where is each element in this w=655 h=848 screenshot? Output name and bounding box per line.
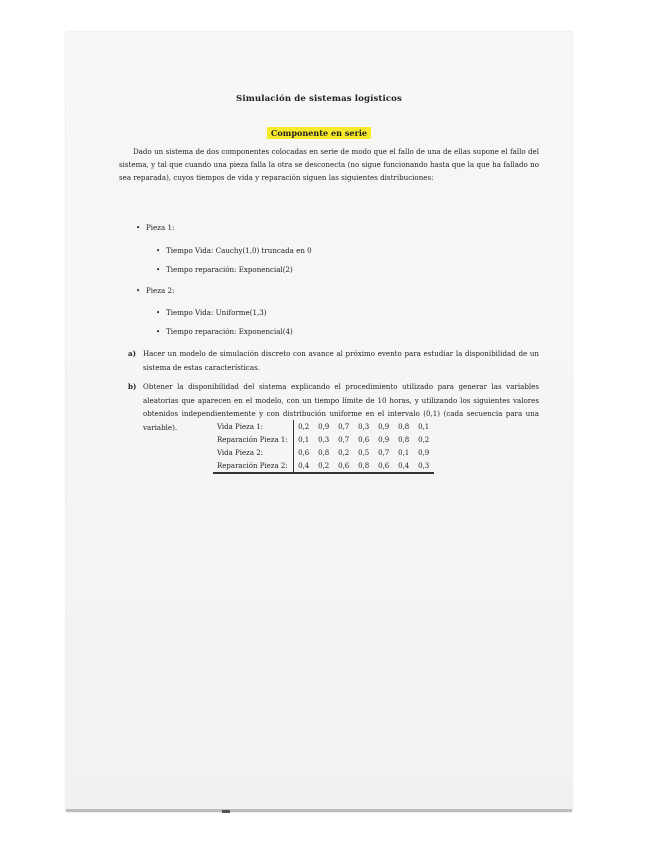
table-cell: 0,7: [338, 422, 350, 431]
table-cell: 0,9: [318, 422, 330, 431]
section-subtitle: [66, 121, 572, 140]
table-cell: 0,2: [298, 422, 310, 431]
question-b-label: b): [128, 382, 137, 391]
page-title: Simulación de sistemas logísticos: [236, 94, 402, 104]
table-row: [213, 433, 434, 446]
row-label: Reparación Pieza 2:: [213, 459, 293, 473]
table-cell: 0,3: [414, 459, 434, 473]
table-cell: 0,6: [298, 448, 310, 457]
piece-2-repair-text: Tiempo reparación: Exponencial(4): [166, 327, 293, 336]
table-row: [213, 420, 434, 433]
table-cell: 0,2: [314, 459, 334, 473]
uniform-values-table: [213, 420, 434, 474]
piece-1-life-text: Tiempo Vida: Cauchy(1,0) truncada en 0: [166, 246, 312, 255]
table-cell: 0,2: [418, 435, 430, 444]
piece-2-name: Pieza 2:: [146, 286, 175, 295]
paper-bottom-edge: [66, 809, 572, 812]
document-page: [66, 32, 572, 812]
table-cell: 0,1: [298, 435, 310, 444]
table-cell: 0,3: [358, 422, 370, 431]
table-cell: 0,8: [398, 422, 410, 431]
piece-1-name: Pieza 1:: [146, 223, 175, 232]
table-cell: 0,9: [378, 422, 390, 431]
table-cell: 0,4: [293, 459, 314, 473]
scan-mark: [222, 810, 230, 813]
bullet-icon: •: [156, 327, 161, 336]
table-cell: 0,6: [358, 435, 370, 444]
table-cell: 0,1: [418, 422, 430, 431]
table-cell: 0,3: [318, 435, 330, 444]
piece-1-item-1: [156, 246, 312, 255]
table-cell: 0,9: [378, 435, 390, 444]
table-cell: 0,8: [354, 459, 374, 473]
table-row: [213, 459, 434, 473]
table-cell: 0,7: [378, 448, 390, 457]
question-b-text: Obtener la disponibilidad del sistema explicando el procedimiento utilizado para generar las variables aleatorias que aparecen en el modelo, con un tiempo límite de 10 horas, y utilizando los siguientes valores obtenidos independientemente y con distribución uniforme en el intervalo (0,1) (cada secuencia para una variable).: [143, 382, 539, 432]
bullet-icon: •: [156, 308, 161, 317]
table-cell: 0,6: [334, 459, 354, 473]
question-a-text: Hacer un modelo de simulación discreto con avance al próximo evento para estudiar la disponibilidad de un sistema de estas características.: [143, 349, 539, 372]
table-cell: 0,5: [358, 448, 370, 457]
subtitle-highlight: Componente en serie: [267, 127, 371, 139]
table-cell: 0,4: [394, 459, 414, 473]
table-cell: 0,6: [374, 459, 394, 473]
table-row: [213, 446, 434, 459]
piece-1-item-2: [156, 265, 293, 274]
table-cell: 0,2: [338, 448, 350, 457]
table-cell: 0,7: [338, 435, 350, 444]
piece-2-item-2: [156, 327, 293, 336]
bullet-icon: •: [136, 286, 141, 295]
row-label: Vida Pieza 1:: [213, 420, 293, 433]
piece-2-item-1: [156, 308, 267, 317]
row-label: Reparación Pieza 1:: [213, 433, 293, 446]
piece-1-repair-text: Tiempo reparación: Exponencial(2): [166, 265, 293, 274]
bullet-icon: •: [156, 265, 161, 274]
question-a-label: a): [128, 349, 136, 358]
table-cell: 0,9: [418, 448, 430, 457]
table-cell: 0,8: [318, 448, 330, 457]
piece-2-bullet: [136, 286, 174, 295]
piece-2-life-text: Tiempo Vida: Uniforme(1,3): [166, 308, 267, 317]
bullet-icon: •: [156, 246, 161, 255]
table-cell: 0,1: [398, 448, 410, 457]
piece-1-bullet: [136, 223, 174, 232]
intro-paragraph: Dado un sistema de dos componentes colocadas en serie de modo que el fallo de una de ellas supone el fallo del sistema, y tal que cuando una pieza falla la otra se desconecta (no sigue funcionando hasta que la que ha fallado no sea reparada), cuyos tiempos de vida y reparación siguen las siguientes distribuciones:: [119, 147, 539, 182]
bullet-icon: •: [136, 223, 141, 232]
question-a: [128, 347, 539, 374]
table-cell: 0,8: [398, 435, 410, 444]
row-label: Vida Pieza 2:: [213, 446, 293, 459]
